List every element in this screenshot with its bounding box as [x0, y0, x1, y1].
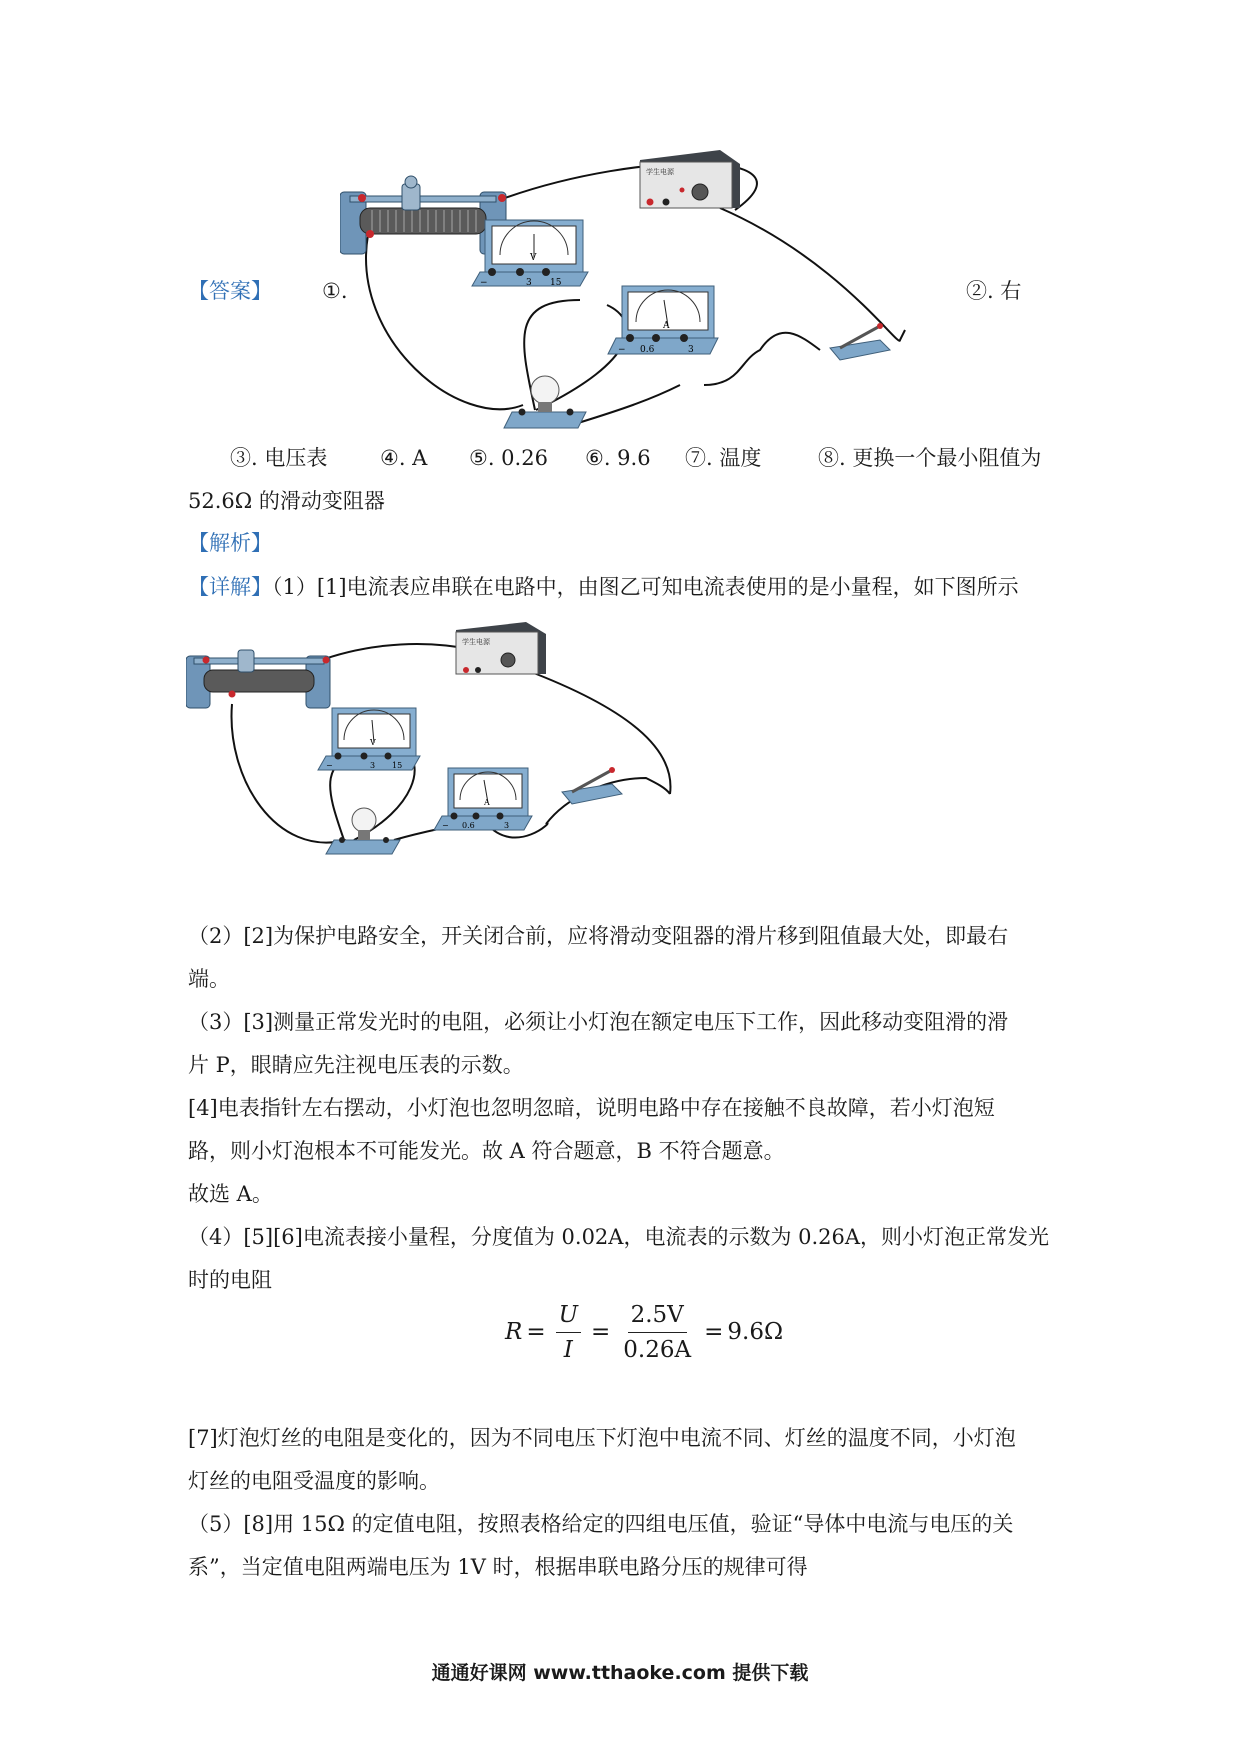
voltmeter-terminal-neg: −	[480, 278, 488, 288]
voltmeter-terminal-15: 15	[550, 278, 562, 288]
switch	[830, 323, 890, 360]
circuit-diagram-answer	[340, 140, 960, 440]
ammeter-terminal-06: 0.6	[640, 345, 655, 355]
answer-item-1: ①.	[322, 279, 348, 303]
voltmeter-terminal-3: 3	[370, 761, 376, 770]
power-supply	[456, 622, 546, 674]
formula-numerator-u: U	[556, 1300, 581, 1333]
rheostat	[340, 176, 506, 254]
answer-line	[188, 277, 272, 305]
formula-denominator-i: I	[563, 1336, 573, 1363]
detail-line-1	[188, 573, 1019, 601]
ammeter-terminal-06: 0.6	[462, 821, 475, 830]
paragraph-8a: （5）[8]用 15Ω 的定值电阻，按照表格给定的四组电压值，验证“导体中电流与电压的关	[188, 1512, 1014, 1536]
voltmeter-symbol: V	[370, 738, 376, 747]
paragraph-5b: 时的电阻	[188, 1268, 272, 1292]
paragraph-7b: 灯丝的电阻受温度的影响。	[188, 1469, 440, 1493]
paragraph-2a: （2）[2]为保护电路安全，开关闭合前，应将滑动变阻器的滑片移到阻值最大处，即最右	[188, 924, 1009, 948]
power-supply-label: 学生电源	[646, 168, 674, 176]
voltmeter-symbol: V	[530, 253, 537, 263]
paragraph-7a: [7]灯泡灯丝的电阻是变化的，因为不同电压下灯泡中电流不同、灯丝的温度不同，小灯泡	[188, 1426, 1016, 1450]
paragraph-4b: 路，则小灯泡根本不可能发光。故 A 符合题意，B 不符合题意。	[188, 1139, 785, 1163]
ammeter-terminal-3: 3	[688, 345, 694, 355]
formula-denominator-value: 0.26A	[623, 1336, 692, 1363]
paragraph-5a: （4）[5][6]电流表接小量程，分度值为 0.02A，电流表的示数为 0.26A，则小灯泡正常发光	[188, 1225, 1050, 1249]
paragraph-choice: 故选 A。	[188, 1182, 273, 1206]
answer-item-8: ⑧. 更换一个最小阻值为	[818, 446, 1042, 470]
page-footer: 通通好课网 www.tthaoke.com 提供下载	[431, 1662, 809, 1684]
bulb	[326, 808, 400, 854]
paragraph-3b: 片 P，眼睛应先注视电压表的示数。	[188, 1053, 524, 1077]
voltmeter-terminal-3: 3	[526, 278, 532, 288]
resistance-formula	[505, 1295, 783, 1369]
formula-lhs: R	[505, 1319, 523, 1345]
circuit-diagram-detail	[186, 618, 706, 880]
power-supply	[640, 150, 740, 208]
formula-eq-3: =	[704, 1319, 724, 1345]
ammeter	[608, 286, 718, 355]
detail-text: （1）[1]电流表应串联在电路中，由图乙可知电流表使用的是小量程，如下图所示	[272, 575, 1019, 599]
paragraph-4a: [4]电表指针左右摆动，小灯泡也忽明忽暗，说明电路中存在接触不良故障，若小灯泡短	[188, 1096, 995, 1120]
ammeter-symbol: A	[663, 321, 670, 331]
switch	[562, 767, 622, 804]
voltmeter-terminal-15: 15	[392, 761, 403, 770]
paragraph-8b: 系”，当定值电阻两端电压为 1V 时，根据串联电路分压的规律可得	[188, 1555, 808, 1579]
detail-tag: 【详解】	[188, 575, 272, 599]
formula-fraction-numeric	[620, 1300, 694, 1365]
formula-numerator-value: 2.5V	[628, 1300, 687, 1333]
formula-result: 9.6Ω	[727, 1319, 784, 1345]
answer-item-3: ③. 电压表	[230, 446, 328, 470]
power-supply-label: 学生电源	[462, 638, 490, 646]
ammeter-symbol: A	[484, 798, 490, 807]
answer-item-6: ⑥. 9.6	[585, 446, 651, 470]
formula-fraction-symbolic	[556, 1300, 581, 1365]
voltmeter-terminal-neg: −	[326, 761, 333, 770]
paragraph-3a: （3）[3]测量正常发光时的电阻，必须让小灯泡在额定电压下工作，因此移动变阻滑的滑	[188, 1010, 1009, 1034]
voltmeter	[472, 220, 588, 288]
answer-tag: 【答案】	[188, 279, 272, 303]
answer-item-4: ④. A	[380, 446, 428, 470]
analysis-tag: 【解析】	[188, 531, 272, 555]
answer-item-2: ②. 右	[966, 279, 1022, 303]
ammeter-terminal-neg: −	[618, 345, 626, 355]
rheostat	[186, 650, 330, 708]
ammeter-terminal-neg: −	[442, 821, 449, 830]
formula-eq-2: =	[591, 1319, 611, 1345]
paragraph-2b: 端。	[188, 967, 230, 991]
ammeter-terminal-3: 3	[504, 821, 510, 830]
answer-item-5: ⑤. 0.26	[469, 446, 548, 470]
answer-item-7: ⑦. 温度	[685, 446, 762, 470]
formula-eq-1: =	[526, 1319, 546, 1345]
voltmeter	[318, 708, 420, 770]
bulb	[504, 376, 586, 428]
answer-item-8-cont: 52.6Ω 的滑动变阻器	[188, 489, 385, 513]
ammeter	[434, 768, 532, 830]
